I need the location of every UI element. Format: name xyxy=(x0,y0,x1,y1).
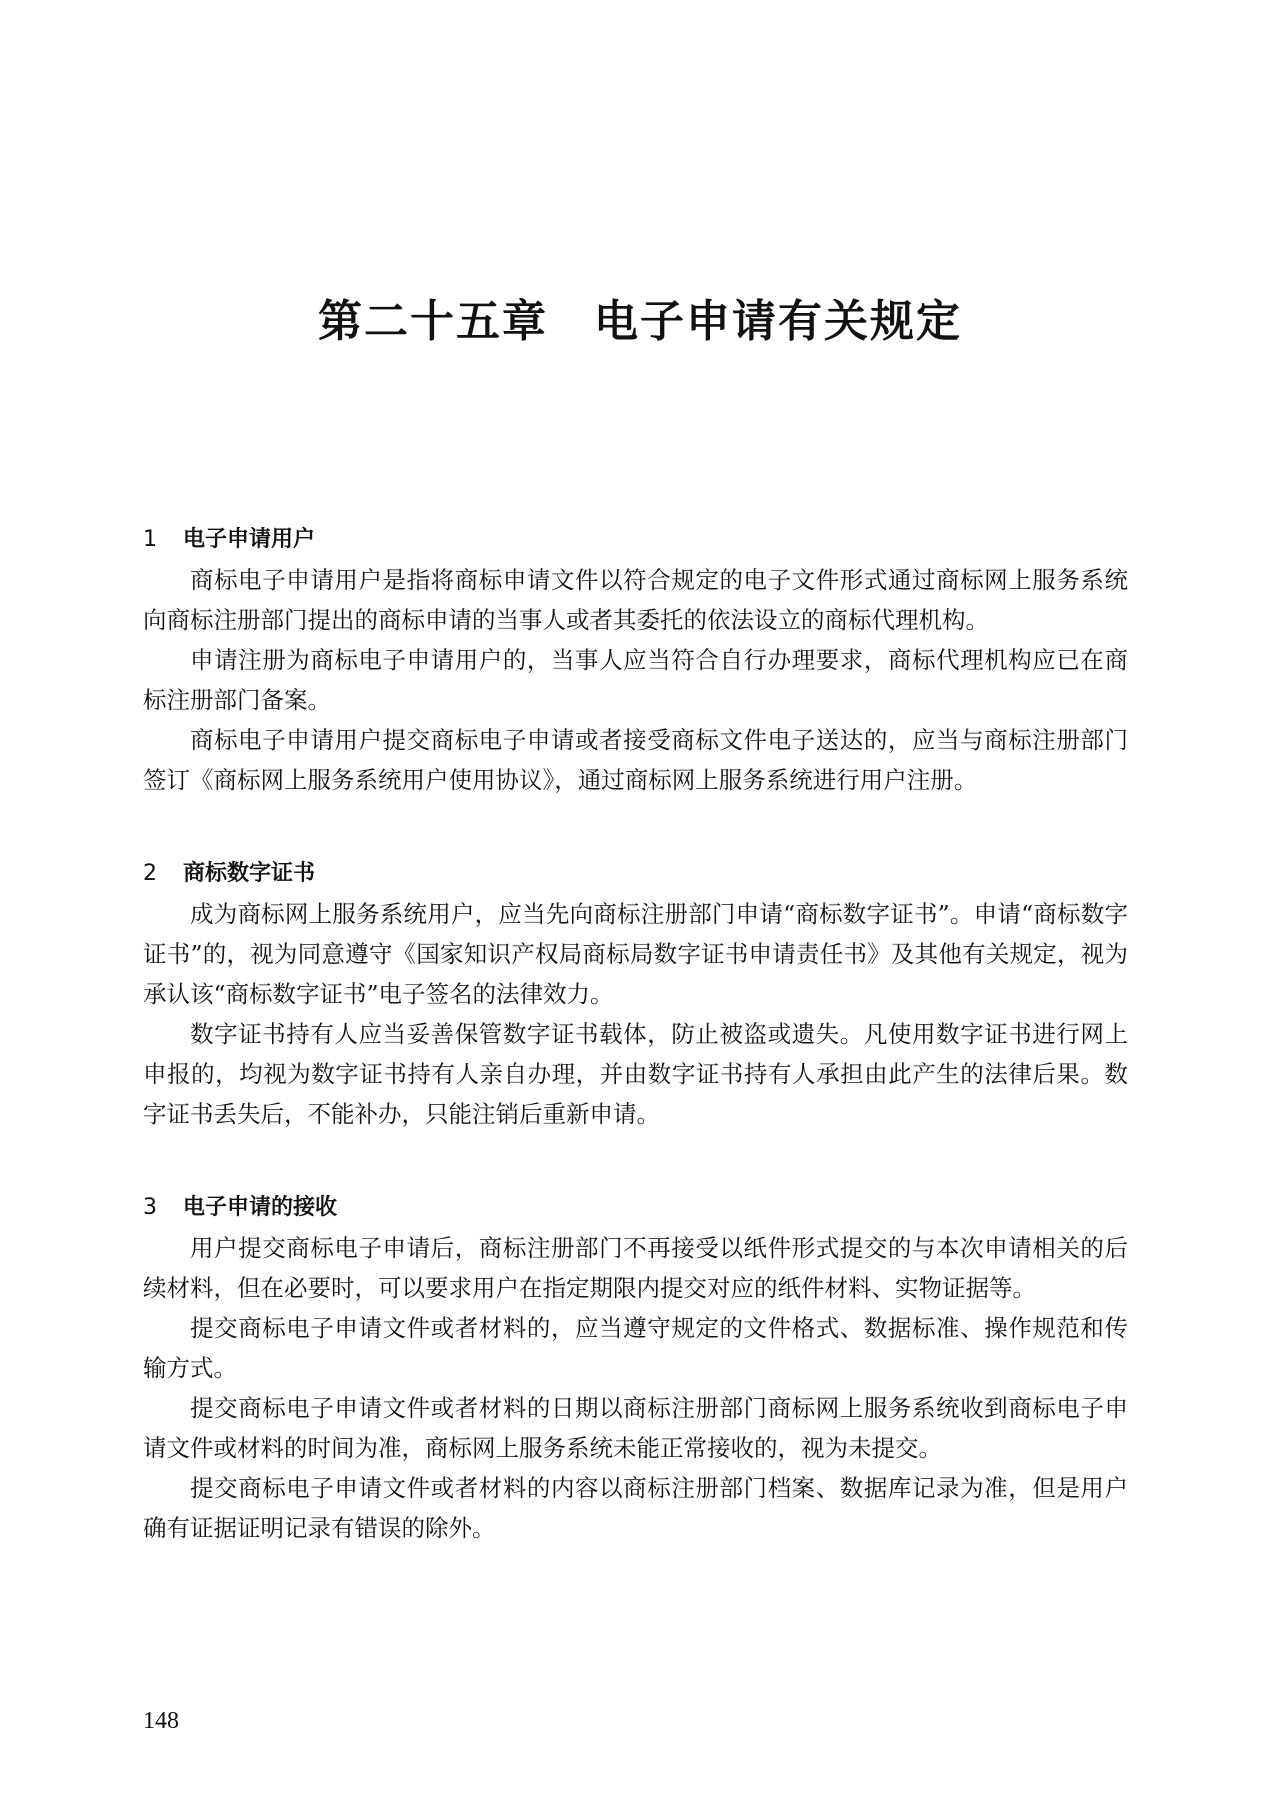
paragraph: 商标电子申请用户是指将商标申请文件以符合规定的电子文件形式通过商标网上服务系统向商标注册部门提出的商标申请的当事人或者其委托的依法设立的商标代理机构。 xyxy=(143,566,1128,634)
section-title: 商标数字证书 xyxy=(183,861,316,886)
section-electronic-applicant xyxy=(143,520,1128,800)
paragraph: 成为商标网上服务系统用户，应当先向商标注册部门申请“商标数字证书”。申请“商标数字证书”的，视为同意遵守《国家知识产权局商标局数字证书申请责任书》及其他有关规定，视为承认该“商标数字证书”电子签名的法律效力。 xyxy=(143,900,1128,1008)
chapter-body xyxy=(143,520,1128,1602)
section-heading xyxy=(143,1188,1128,1228)
page-number: 148 xyxy=(143,1708,179,1734)
paragraph: 提交商标电子申请文件或者材料的内容以商标注册部门档案、数据库记录为准，但是用户确有证据证明记录有错误的除外。 xyxy=(143,1474,1128,1542)
chapter-title: 第二十五章 电子申请有关规定 xyxy=(318,296,962,347)
paragraph: 数字证书持有人应当妥善保管数字证书载体，防止被盗或遗失。凡使用数字证书进行网上申报的，均视为数字证书持有人亲自办理，并由数字证书持有人承担由此产生的法律后果。数字证书丢失后，不能补办，只能注销后重新申请。 xyxy=(143,1020,1128,1128)
section-number: 3 xyxy=(143,1195,157,1220)
section-heading xyxy=(143,520,1128,560)
paragraph: 提交商标电子申请文件或者材料的日期以商标注册部门商标网上服务系统收到商标电子申请文件或材料的时间为准，商标网上服务系统未能正常接收的，视为未提交。 xyxy=(143,1394,1128,1462)
section-number: 1 xyxy=(143,527,157,552)
section-application-receipt xyxy=(143,1188,1128,1548)
paragraph: 申请注册为商标电子申请用户的，当事人应当符合自行办理要求，商标代理机构应已在商标注册部门备案。 xyxy=(143,646,1128,714)
paragraph: 提交商标电子申请文件或者材料的，应当遵守规定的文件格式、数据标准、操作规范和传输方式。 xyxy=(143,1314,1128,1382)
paragraph: 商标电子申请用户提交商标电子申请或者接受商标文件电子送达的，应当与商标注册部门签订《商标网上服务系统用户使用协议》，通过商标网上服务系统进行用户注册。 xyxy=(143,726,1128,794)
section-number: 2 xyxy=(143,861,157,886)
section-title: 电子申请的接收 xyxy=(183,1195,338,1220)
section-digital-certificate xyxy=(143,854,1128,1134)
section-title: 电子申请用户 xyxy=(183,527,316,552)
section-heading xyxy=(143,854,1128,894)
paragraph: 用户提交商标电子申请后，商标注册部门不再接受以纸件形式提交的与本次申请相关的后续材料，但在必要时，可以要求用户在指定期限内提交对应的纸件材料、实物证据等。 xyxy=(143,1234,1128,1302)
